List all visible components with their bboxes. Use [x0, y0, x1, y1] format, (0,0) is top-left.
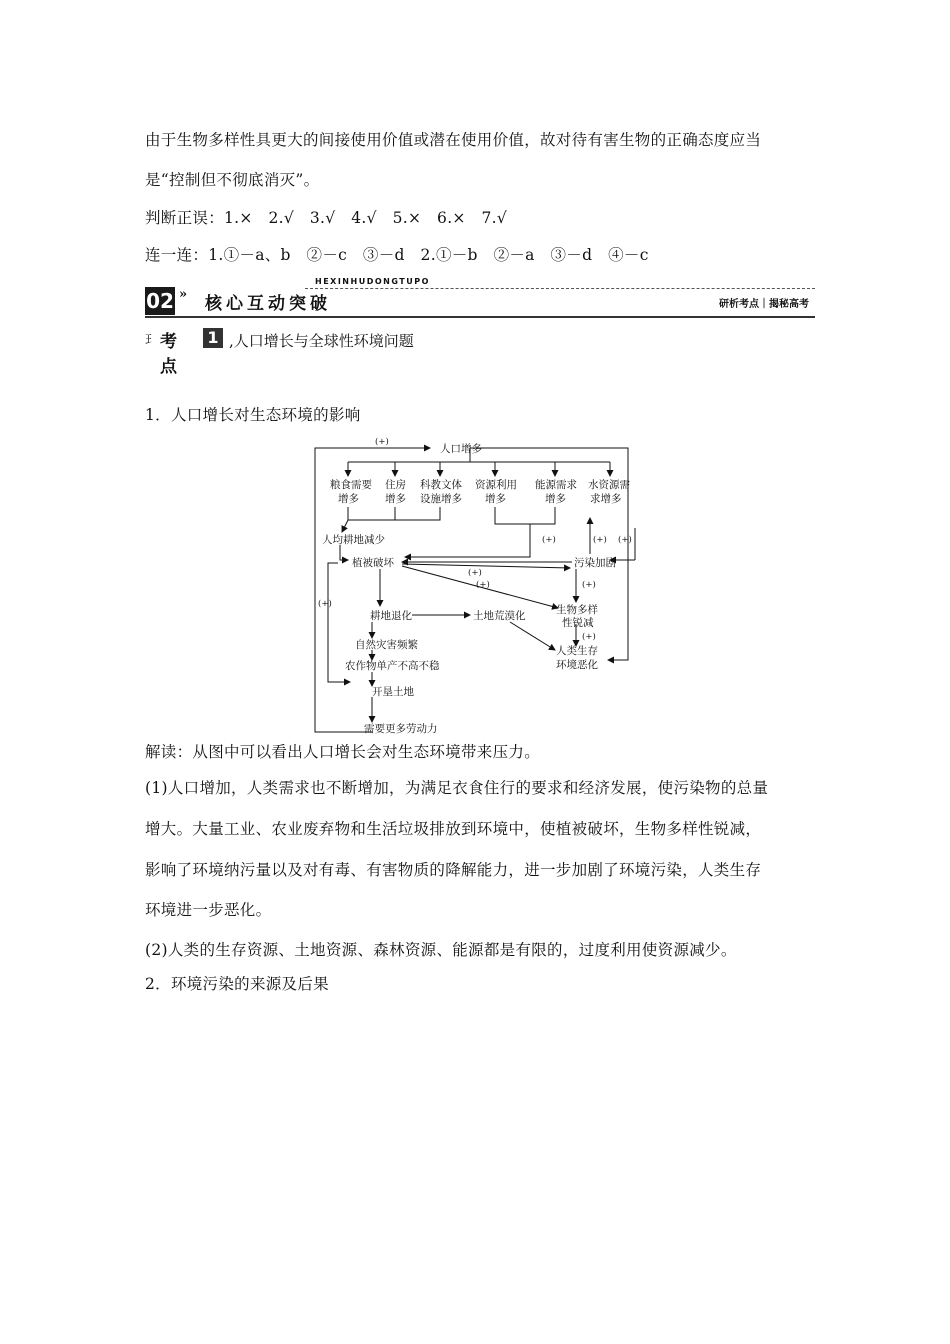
interpretation-line: 环境进一步恶化。 [145, 901, 272, 919]
diagram-need-3b: 设施增多 [420, 493, 462, 505]
paragraph-line: 由于生物多样性具更大的间接使用价值或潜在使用价值，故对待有害生物的正确态度应当 [145, 131, 762, 149]
diagram-need-1a: 粮食需要 [330, 479, 372, 491]
diagram-need-6a: 水资源需 [588, 479, 630, 491]
diagram-need-2b: 增多 [385, 493, 406, 505]
kaodian-mark-icon: ⺩ [145, 333, 156, 346]
kaodian-title: ,人口增长与全球性环境问题 [229, 332, 414, 350]
diagram-vegetation: 植被破坏 [352, 557, 394, 569]
paragraph-line: 是“控制但不彻底消灭”。 [145, 171, 320, 189]
diagram-need-5b: 增多 [545, 493, 566, 505]
diagram-disaster: 自然灾害频繁 [355, 639, 418, 651]
diagram-farmland: 人均耕地减少 [322, 534, 385, 546]
kaodian-number: 1 [203, 328, 223, 348]
diagram-need-2a: 住房 [385, 479, 406, 491]
diagram-reclaim: 开垦土地 [372, 686, 414, 698]
diagram-plus: (+) [318, 599, 332, 609]
diagram-plus: (+) [618, 535, 632, 545]
banner-title: 核心互动突破 [205, 294, 331, 314]
kaodian-label: 考点 [160, 332, 177, 377]
answers-matching: 连一连：1.①－a、b ②－c ③－d 2.①－b ②－a ③－d ④－c [145, 246, 649, 264]
banner-pinyin: HEXINHUDONGTUPO [315, 277, 430, 286]
diagram-need-5a: 能源需求 [535, 479, 577, 491]
section-banner [145, 277, 815, 319]
diagram-plus: (+) [542, 535, 556, 545]
diagram-env-a: 人类生存 [556, 645, 598, 657]
diagram-plus: (+) [582, 632, 596, 642]
answers-true-false: 判断正误：1.× 2.√ 3.√ 4.√ 5.× 6.× 7.√ [145, 209, 508, 227]
diagram-plus: (+) [476, 580, 490, 590]
diagram-pollution: 污染加剧 [574, 557, 616, 569]
interpretation-line: (2)人类的生存资源、土地资源、森林资源、能源都是有限的，过度利用使资源减少。 [145, 941, 737, 959]
section-heading-2: 2．环境污染的来源及后果 [145, 975, 329, 993]
diagram-labor: 需要更多劳动力 [364, 723, 438, 735]
diagram-desert: 土地荒漠化 [473, 610, 526, 622]
diagram-need-3a: 科教文体 [420, 479, 462, 491]
diagram-plus: (+) [375, 437, 389, 447]
interpretation-line: 增大。大量工业、农业废弃物和生活垃圾排放到环境中，使植被破坏，生物多样性锐减， [145, 820, 762, 838]
diagram-need-6b: 求增多 [590, 493, 622, 505]
interpretation-intro: 解读：从图中可以看出人口增长会对生态环境带来压力。 [145, 743, 541, 761]
interpretation-line: 影响了环境纳污量以及对有毒、有害物质的降解能力，进一步加剧了环境污染，人类生存 [145, 861, 762, 879]
diagram-yield: 农作物单产不高不稳 [345, 660, 440, 672]
banner-right-text: 研析考点｜揭秘高考 [719, 299, 809, 310]
diagram-env-b: 环境恶化 [556, 659, 598, 671]
banner-dashed-rule [305, 288, 815, 289]
chevron-icon: » [179, 287, 188, 302]
diagram-need-4b: 增多 [485, 493, 506, 505]
diagram-plus: (+) [582, 580, 596, 590]
diagram-biodiv-a: 生物多样 [556, 604, 598, 616]
banner-underline [145, 316, 815, 318]
diagram-plus: (+) [468, 568, 482, 578]
diagram-need-1b: 增多 [338, 493, 359, 505]
interpretation-line: (1)人口增加，人类需求也不断增加，为满足衣食住行的要求和经济发展，使污染物的总量 [145, 779, 769, 797]
diagram-degrade: 耕地退化 [370, 610, 412, 622]
diagram-plus: (+) [593, 535, 607, 545]
section-heading-1: 1．人口增长对生态环境的影响 [145, 406, 361, 424]
banner-number: 02 [146, 289, 174, 313]
diagram-need-4a: 资源利用 [475, 479, 517, 491]
diagram-top: 人口增多 [440, 443, 482, 455]
population-impact-diagram [310, 432, 650, 738]
diagram-biodiv-b: 性锐减 [562, 617, 594, 629]
